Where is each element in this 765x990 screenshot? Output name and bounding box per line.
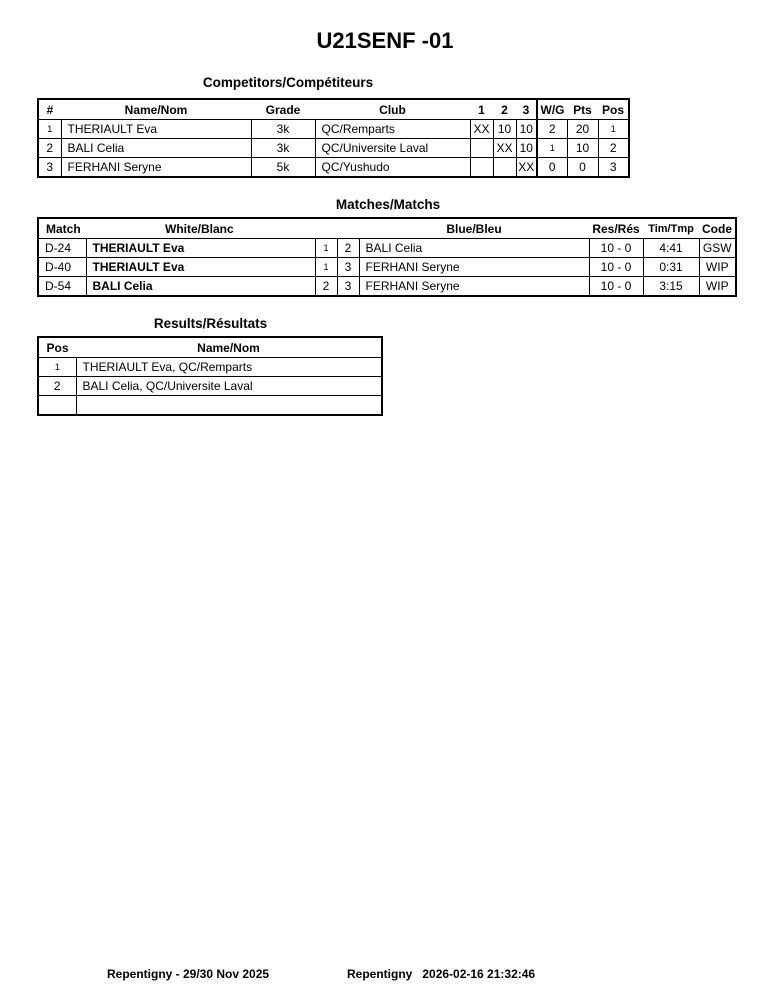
competitor-num: 2 xyxy=(38,139,61,158)
match-time: 4:41 xyxy=(643,239,699,258)
competitors-table xyxy=(37,98,630,178)
points: 20 xyxy=(567,120,598,139)
col-blue: Blue/Bleu xyxy=(446,221,502,236)
score-r2: XX xyxy=(493,139,516,158)
table-row xyxy=(38,239,736,258)
competitors-header-row xyxy=(38,99,629,120)
results-header-row xyxy=(38,337,382,358)
page-title: U21SENF -01 xyxy=(316,28,454,53)
match-result: 10 - 0 xyxy=(589,258,643,277)
competitor-grade: 5k xyxy=(251,158,315,178)
competitor-name: BALI Celia xyxy=(61,139,251,158)
wins: 0 xyxy=(537,158,567,178)
white-competitor: THERIAULT Eva xyxy=(86,258,315,277)
col-code: Code xyxy=(702,221,733,236)
wins: 1 xyxy=(537,139,567,158)
col-grade: Grade xyxy=(265,102,301,117)
score-r1 xyxy=(470,139,493,158)
match-code: WIP xyxy=(699,258,736,277)
blue-competitor: BALI Celia xyxy=(359,239,589,258)
white-num: 1 xyxy=(315,239,337,258)
white-num: 2 xyxy=(315,277,337,297)
matches-header-row xyxy=(38,218,736,239)
score-r3: XX xyxy=(516,158,537,178)
competitor-club: QC/Remparts xyxy=(315,120,470,139)
points: 10 xyxy=(567,139,598,158)
blue-num: 2 xyxy=(337,239,359,258)
competitor-club: QC/Yushudo xyxy=(315,158,470,178)
table-row xyxy=(38,158,629,178)
blue-num: 3 xyxy=(337,258,359,277)
table-row xyxy=(38,258,736,277)
col-pos: Pos xyxy=(601,102,624,117)
match-time: 0:31 xyxy=(643,258,699,277)
result-name: THERIAULT Eva, QC/Remparts xyxy=(76,358,382,377)
col-wg: W/G xyxy=(537,99,567,120)
white-num: 1 xyxy=(315,258,337,277)
table-row xyxy=(38,396,382,416)
blue-num: 3 xyxy=(337,277,359,297)
competitor-grade: 3k xyxy=(251,120,315,139)
table-row xyxy=(38,139,629,158)
col-num: # xyxy=(46,102,54,117)
result-pos: 2 xyxy=(38,377,76,396)
competitor-num: 3 xyxy=(38,158,61,178)
col-pos: Pos xyxy=(46,340,69,355)
result-name xyxy=(76,396,382,416)
col-r2: 2 xyxy=(501,102,508,117)
results-heading: Results/Résultats xyxy=(153,316,268,331)
score-r2: 10 xyxy=(493,120,516,139)
wins: 2 xyxy=(537,120,567,139)
competitor-name: THERIAULT Eva xyxy=(61,120,251,139)
col-result: Res/Rés xyxy=(592,221,640,236)
competitor-grade: 3k xyxy=(251,139,315,158)
result-name: BALI Celia, QC/Universite Laval xyxy=(76,377,382,396)
match-time: 3:15 xyxy=(643,277,699,297)
white-competitor: THERIAULT Eva xyxy=(86,239,315,258)
table-row xyxy=(38,358,382,377)
score-r3: 10 xyxy=(516,120,537,139)
col-match: Match xyxy=(46,221,81,236)
col-r1: 1 xyxy=(478,102,485,117)
matches-heading: Matches/Matchs xyxy=(335,197,441,212)
competitor-name: FERHANI Seryne xyxy=(61,158,251,178)
col-club: Club xyxy=(379,102,406,117)
match-result: 10 - 0 xyxy=(589,277,643,297)
result-pos xyxy=(38,396,76,416)
col-name: Name/Nom xyxy=(124,102,188,117)
results-table xyxy=(37,336,383,416)
table-row xyxy=(38,120,629,139)
competitor-club: QC/Universite Laval xyxy=(315,139,470,158)
score-r1: XX xyxy=(470,120,493,139)
white-competitor: BALI Celia xyxy=(86,277,315,297)
table-row xyxy=(38,377,382,396)
result-pos: 1 xyxy=(38,358,76,377)
points: 0 xyxy=(567,158,598,178)
match-id: D-54 xyxy=(38,277,86,297)
position: 3 xyxy=(598,158,629,178)
footer-event: Repentigny - 29/30 Nov 2025 xyxy=(107,967,270,981)
score-r1 xyxy=(470,158,493,178)
matches-table xyxy=(37,217,737,297)
col-r3: 3 xyxy=(522,102,530,117)
competitors-heading: Competitors/Compétiteurs xyxy=(202,75,374,90)
blue-competitor: FERHANI Seryne xyxy=(359,277,589,297)
col-white: White/Blanc xyxy=(165,221,234,236)
competitor-num: 1 xyxy=(38,120,61,139)
position: 2 xyxy=(598,139,629,158)
match-result: 10 - 0 xyxy=(589,239,643,258)
match-id: D-24 xyxy=(38,239,86,258)
blue-competitor: FERHANI Seryne xyxy=(359,258,589,277)
match-code: WIP xyxy=(699,277,736,297)
footer-printed: Repentigny 2026-02-16 21:32:46 xyxy=(347,967,536,981)
col-pts: Pts xyxy=(573,102,592,117)
score-r2 xyxy=(493,158,516,178)
match-code: GSW xyxy=(699,239,736,258)
col-time: Tim/Tmp xyxy=(648,222,694,235)
col-name: Name/Nom xyxy=(197,340,260,355)
match-id: D-40 xyxy=(38,258,86,277)
score-r3: 10 xyxy=(516,139,537,158)
table-row xyxy=(38,277,736,297)
position: 1 xyxy=(598,120,629,139)
